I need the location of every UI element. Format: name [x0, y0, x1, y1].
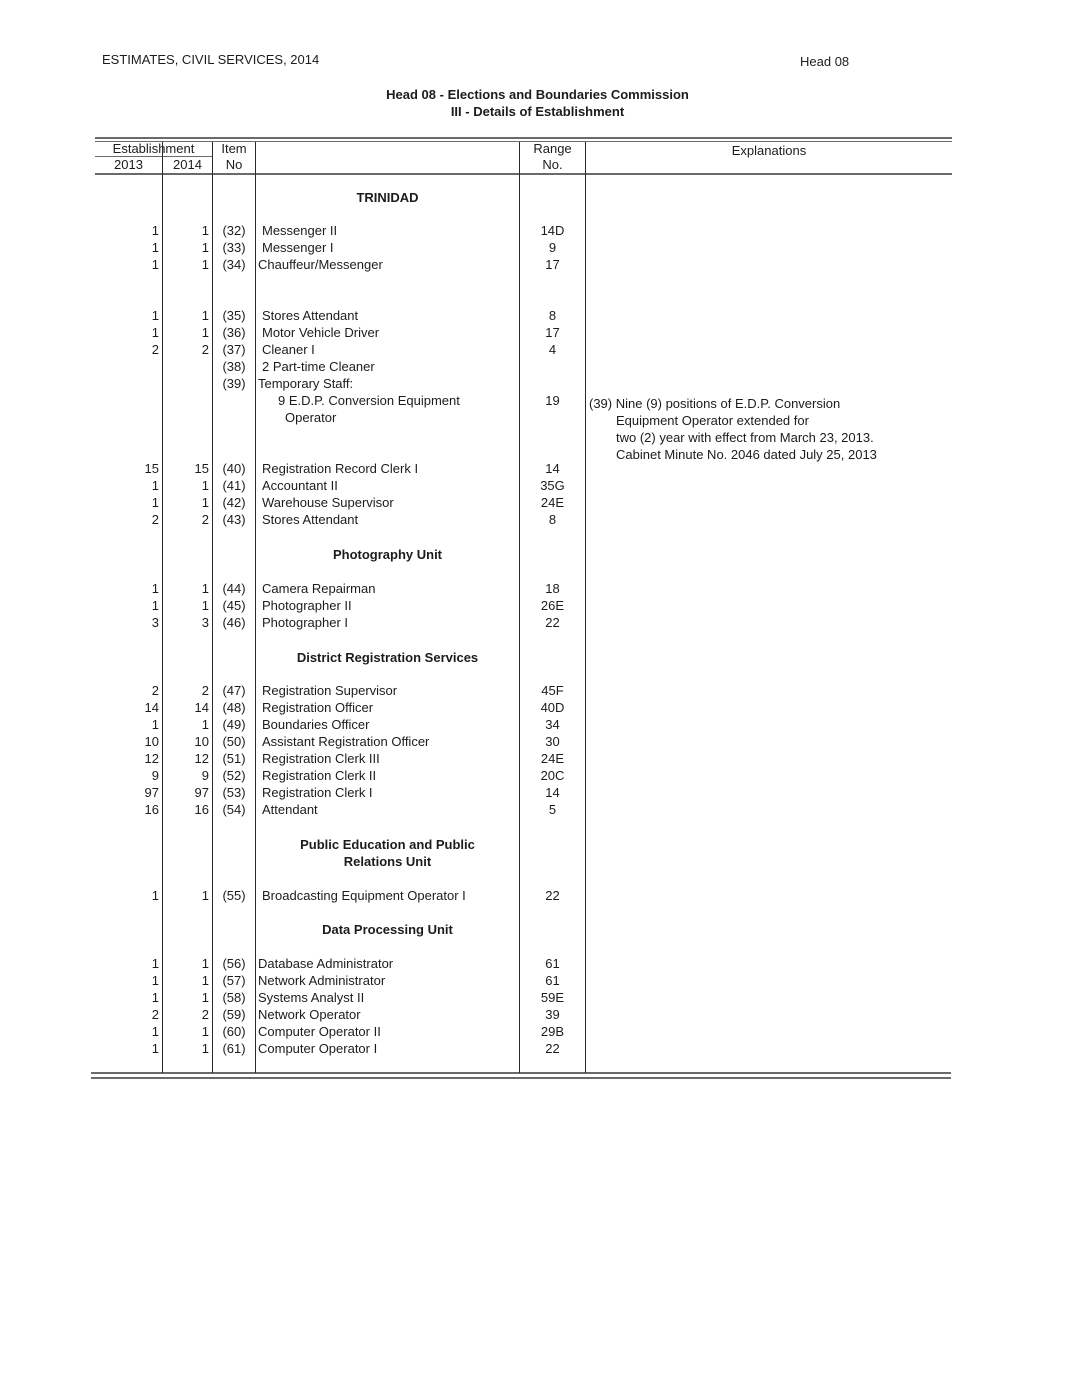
position-title: Photographer II [262, 598, 352, 613]
establishment-2013: 1 [151, 240, 159, 255]
establishment-2014: 2 [201, 1007, 209, 1022]
column-header-establishment: Establishment [112, 141, 195, 156]
establishment-2013: 2 [151, 512, 159, 527]
range-number: 30 [545, 734, 560, 749]
explanation-line: (39) Nine (9) positions of E.D.P. Conversion [589, 396, 841, 411]
section-heading-photography: Photography Unit [332, 547, 443, 562]
establishment-2014: 12 [194, 751, 209, 766]
item-number: (37) [222, 342, 246, 357]
establishment-2014: 14 [194, 700, 209, 715]
establishment-2013: 1 [151, 325, 159, 340]
position-title: Database Administrator [258, 956, 394, 971]
range-number: 5 [548, 802, 557, 817]
column-divider [585, 142, 586, 1073]
column-header-explanations: Explanations [731, 143, 807, 158]
range-number: 22 [545, 1041, 560, 1056]
position-title: 2 Part-time Cleaner [262, 359, 375, 374]
establishment-2013: 1 [151, 223, 159, 238]
range-number: 14 [545, 785, 560, 800]
section-heading-trinidad: TRINIDAD [356, 190, 419, 205]
document-header-right: Head 08 [800, 54, 850, 69]
establishment-2014: 15 [194, 461, 209, 476]
position-title: Broadcasting Equipment Operator I [262, 888, 466, 903]
range-number: 22 [545, 888, 560, 903]
range-number: 61 [545, 973, 560, 988]
position-title: Network Administrator [258, 973, 386, 988]
establishment-2014: 1 [201, 581, 209, 596]
column-header-item: Item [221, 141, 247, 156]
establishment-2013: 9 [151, 768, 159, 783]
establishment-2014: 97 [194, 785, 209, 800]
range-number: 24E [540, 495, 565, 510]
explanation-line: two (2) year with effect from March 23, 2013. [616, 430, 874, 445]
explanation-line: Cabinet Minute No. 2046 dated July 25, 2013 [616, 447, 877, 462]
range-number: 9 [548, 240, 557, 255]
item-number: (49) [222, 717, 246, 732]
establishment-2014: 1 [201, 257, 209, 272]
establishment-2013: 15 [144, 461, 159, 476]
document-header-left: ESTIMATES, CIVIL SERVICES, 2014 [102, 52, 320, 67]
item-number: (58) [222, 990, 246, 1005]
establishment-2014: 1 [201, 478, 209, 493]
section-heading-public-education-line2: Relations Unit [343, 854, 432, 869]
position-title: Warehouse Supervisor [262, 495, 394, 510]
establishment-2013: 1 [151, 478, 159, 493]
column-header-item-no: No [225, 157, 243, 172]
establishment-2014: 2 [201, 342, 209, 357]
item-number: (60) [222, 1024, 246, 1039]
header-bottom-rule [95, 173, 952, 175]
item-number: (52) [222, 768, 246, 783]
item-number: (54) [222, 802, 246, 817]
item-number: (36) [222, 325, 246, 340]
establishment-2014: 16 [194, 802, 209, 817]
range-number: 22 [545, 615, 560, 630]
item-number: (51) [222, 751, 246, 766]
item-number: (48) [222, 700, 246, 715]
position-title: Stores Attendant [262, 308, 359, 323]
range-number: 4 [548, 342, 557, 357]
table-bottom-rule [91, 1072, 951, 1074]
table-top-rule [95, 137, 952, 139]
establishment-2013: 2 [151, 342, 159, 357]
position-title: Stores Attendant [262, 512, 359, 527]
item-number: (38) [222, 359, 246, 374]
establishment-2013: 1 [151, 717, 159, 732]
position-title: Computer Operator II [258, 1024, 381, 1039]
position-title: Registration Record Clerk I [262, 461, 419, 476]
item-number: (53) [222, 785, 246, 800]
item-number: (55) [222, 888, 246, 903]
establishment-2013: 1 [151, 308, 159, 323]
item-number: (33) [222, 240, 246, 255]
item-number: (45) [222, 598, 246, 613]
range-number: 14D [540, 223, 565, 238]
establishment-2013: 1 [151, 581, 159, 596]
position-title: Registration Supervisor [262, 683, 398, 698]
establishment-2013: 14 [144, 700, 159, 715]
position-title: Network Operator [258, 1007, 361, 1022]
position-title: Messenger II [262, 223, 338, 238]
explanation-line: Equipment Operator extended for [616, 413, 809, 428]
establishment-2014: 1 [201, 495, 209, 510]
establishment-2013: 1 [151, 990, 159, 1005]
range-number: 34 [545, 717, 560, 732]
item-number: (59) [222, 1007, 246, 1022]
establishment-2013: 16 [144, 802, 159, 817]
establishment-2014: 1 [201, 240, 209, 255]
column-header-range: Range [533, 141, 572, 156]
establishment-2014: 1 [201, 888, 209, 903]
position-title: Computer Operator I [258, 1041, 378, 1056]
range-number: 8 [548, 308, 557, 323]
establishment-2014: 1 [201, 973, 209, 988]
establishment-2013: 1 [151, 888, 159, 903]
range-number: 17 [545, 325, 560, 340]
establishment-2014: 2 [201, 512, 209, 527]
range-number: 61 [545, 956, 560, 971]
position-title: Motor Vehicle Driver [262, 325, 380, 340]
item-number: (50) [222, 734, 246, 749]
establishment-2013: 1 [151, 257, 159, 272]
position-title: Accountant II [262, 478, 338, 493]
establishment-2013: 1 [151, 495, 159, 510]
column-header-2014: 2014 [173, 157, 202, 172]
item-number: (32) [222, 223, 246, 238]
establishment-2013: 97 [144, 785, 159, 800]
item-number: (61) [222, 1041, 246, 1056]
document-subtitle: III - Details of Establishment [450, 104, 625, 119]
establishment-2013: 3 [151, 615, 159, 630]
position-title: Operator [285, 410, 337, 425]
range-number: 40D [540, 700, 565, 715]
establishment-2013: 10 [144, 734, 159, 749]
range-number: 45F [541, 683, 564, 698]
range-number: 8 [548, 512, 557, 527]
establishment-2014: 3 [201, 615, 209, 630]
establishment-2013: 12 [144, 751, 159, 766]
item-number: (42) [222, 495, 246, 510]
establishment-2014: 1 [201, 308, 209, 323]
establishment-2013: 1 [151, 1024, 159, 1039]
range-number: 17 [545, 257, 560, 272]
column-header-2013: 2013 [114, 157, 143, 172]
establishment-2014: 1 [201, 325, 209, 340]
range-number: 39 [545, 1007, 560, 1022]
range-number: 59E [540, 990, 565, 1005]
item-number: (56) [222, 956, 246, 971]
position-title: Temporary Staff: [258, 376, 354, 391]
establishment-2014: 1 [201, 990, 209, 1005]
section-heading-data-processing: Data Processing Unit [322, 922, 453, 937]
item-number: (43) [222, 512, 246, 527]
column-header-range-no: No. [542, 157, 563, 172]
range-number: 35G [540, 478, 565, 493]
table-bottom-rule-inner [91, 1077, 951, 1079]
establishment-2013: 2 [151, 1007, 159, 1022]
establishment-2013: 1 [151, 973, 159, 988]
position-title: Registration Clerk II [262, 768, 377, 783]
item-number: (46) [222, 615, 246, 630]
position-title: Cleaner I [262, 342, 315, 357]
item-number: (57) [222, 973, 246, 988]
item-number: (44) [222, 581, 246, 596]
establishment-2014: 1 [201, 956, 209, 971]
item-number: (40) [222, 461, 246, 476]
range-number: 14 [545, 461, 560, 476]
establishment-2014: 1 [201, 223, 209, 238]
establishment-2013: 1 [151, 1041, 159, 1056]
position-title: Registration Officer [262, 700, 374, 715]
position-title: Attendant [262, 802, 318, 817]
range-number: 20C [540, 768, 565, 783]
position-title: Systems Analyst II [258, 990, 365, 1005]
establishment-2014: 1 [201, 598, 209, 613]
position-title: Assistant Registration Officer [262, 734, 430, 749]
establishment-2014: 1 [201, 1024, 209, 1039]
establishment-2013: 1 [151, 956, 159, 971]
position-title: Camera Repairman [262, 581, 376, 596]
position-title: 9 E.D.P. Conversion Equipment [278, 393, 460, 408]
establishment-2013: 1 [151, 598, 159, 613]
range-number: 26E [540, 598, 565, 613]
range-number: 18 [545, 581, 560, 596]
establishment-2014: 1 [201, 717, 209, 732]
range-number: 29B [540, 1024, 565, 1039]
document-title: Head 08 - Elections and Boundaries Commission [386, 87, 689, 102]
establishment-2014: 2 [201, 683, 209, 698]
item-number: (47) [222, 683, 246, 698]
position-title: Registration Clerk III [262, 751, 380, 766]
establishment-2014: 1 [201, 1041, 209, 1056]
item-number: (35) [222, 308, 246, 323]
item-number: (39) [222, 376, 246, 391]
position-title: Chauffeur/Messenger [258, 257, 383, 272]
section-heading-public-education: Public Education and Public [300, 837, 475, 852]
item-number: (41) [222, 478, 246, 493]
item-number: (34) [222, 257, 246, 272]
position-title: Registration Clerk I [262, 785, 373, 800]
range-number: 24E [540, 751, 565, 766]
position-title: Messenger I [262, 240, 334, 255]
position-title: Boundaries Officer [262, 717, 370, 732]
establishment-2014: 10 [194, 734, 209, 749]
position-title: Photographer I [262, 615, 349, 630]
section-heading-district-registration: District Registration Services [296, 650, 479, 665]
establishment-2013: 2 [151, 683, 159, 698]
range-number: 19 [545, 393, 560, 408]
establishment-2014: 9 [201, 768, 209, 783]
